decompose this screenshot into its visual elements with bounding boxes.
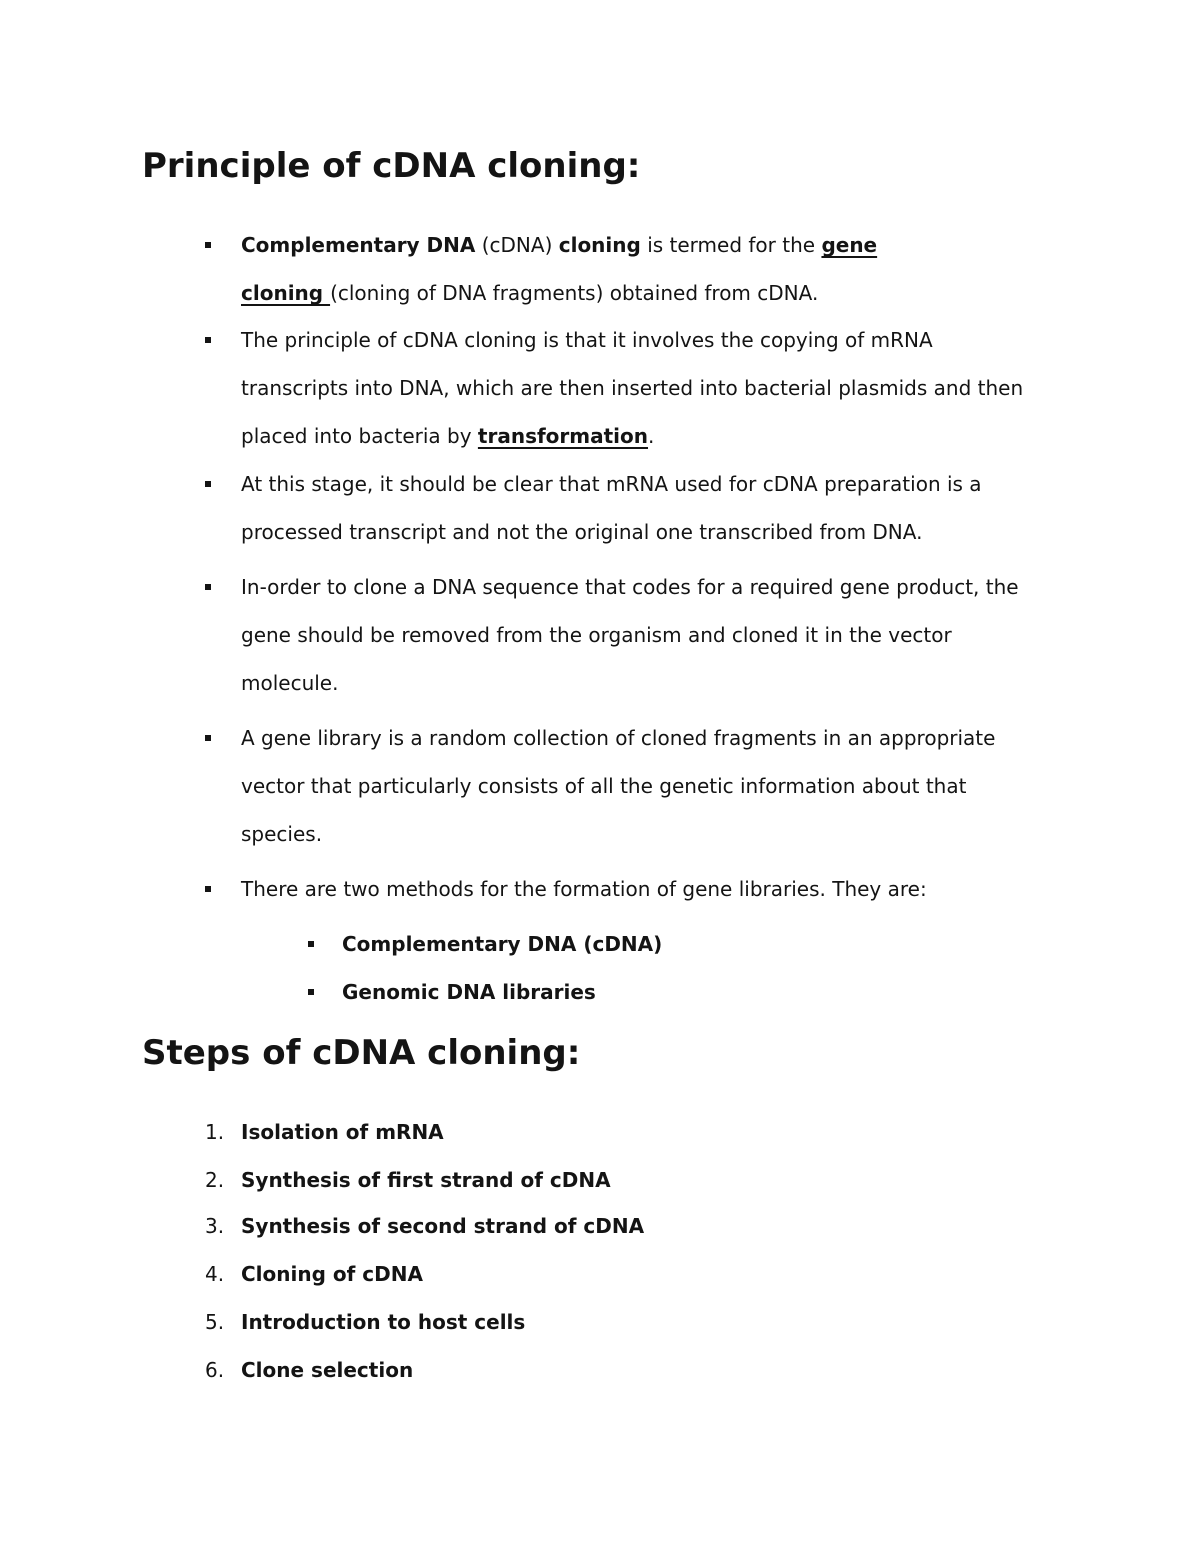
body-text: . <box>648 424 655 448</box>
step-item <box>205 1346 414 1394</box>
method-label: Complementary DNA (cDNA) <box>342 932 663 956</box>
principle-heading: Principle of cDNA cloning: <box>142 146 641 186</box>
body-text: species. <box>241 822 323 846</box>
body-text: There are two methods for the formation of gene libraries. They are: <box>241 877 927 901</box>
step-label: Synthesis of second strand of cDNA <box>241 1214 645 1238</box>
bullet-icon <box>308 989 314 995</box>
bullet-icon <box>205 337 211 343</box>
bullet-icon <box>205 481 211 487</box>
gene-link[interactable]: gene <box>821 233 878 257</box>
steps-heading: Steps of cDNA cloning: <box>142 1033 581 1073</box>
bullet-icon <box>205 735 211 741</box>
bold-term: cloning <box>558 233 641 257</box>
step-item <box>205 1298 526 1346</box>
method-item <box>342 968 596 1016</box>
step-number: 1. <box>205 1120 225 1144</box>
step-number: 6. <box>205 1358 225 1382</box>
step-item <box>205 1250 423 1298</box>
step-label: Clone selection <box>241 1358 414 1382</box>
body-text: processed transcript and not the original one transcribed from DNA. <box>241 520 923 544</box>
principle-item-2 <box>241 316 1071 460</box>
paren-text: (cDNA) <box>475 233 559 257</box>
body-text: A gene library is a random collection of cloned fragments in an appropriate <box>241 726 996 750</box>
principle-item-4 <box>241 563 1071 707</box>
step-number: 5. <box>205 1310 225 1334</box>
item-1-text <box>241 221 1071 317</box>
body-text: At this stage, it should be clear that mRNA used for cDNA preparation is a <box>241 472 982 496</box>
method-label: Genomic DNA libraries <box>342 980 596 1004</box>
step-item <box>205 1108 444 1156</box>
step-item <box>205 1156 611 1204</box>
step-label: Cloning of cDNA <box>241 1262 423 1286</box>
step-label: Introduction to host cells <box>241 1310 526 1334</box>
item-4-text <box>241 563 1071 707</box>
cloning-link[interactable]: cloning <box>241 281 331 305</box>
transformation-link[interactable]: transformation <box>477 424 649 448</box>
bullet-icon <box>205 242 211 248</box>
step-item <box>205 1202 645 1250</box>
item-2-text <box>241 316 1071 460</box>
step-label: Isolation of mRNA <box>241 1120 444 1144</box>
body-text: In-order to clone a DNA sequence that codes for a required gene product, the <box>241 575 1019 599</box>
bold-term: Complementary DNA <box>241 233 476 257</box>
body-text: transcripts into DNA, which are then inserted into bacterial plasmids and then <box>241 376 1024 400</box>
body-text: (cloning of DNA fragments) obtained from cDNA. <box>330 281 819 305</box>
bullet-icon <box>308 941 314 947</box>
body-text: molecule. <box>241 671 339 695</box>
bullet-icon <box>205 584 211 590</box>
item-3-text <box>241 460 1071 556</box>
principle-item-5 <box>241 714 1071 858</box>
method-item <box>342 920 662 968</box>
bullet-icon <box>205 886 211 892</box>
step-number: 3. <box>205 1214 225 1238</box>
body-text: placed into bacteria by <box>241 424 478 448</box>
item-6-text <box>241 865 1071 913</box>
step-number: 2. <box>205 1168 225 1192</box>
item-5-text <box>241 714 1071 858</box>
body-text: is termed for the <box>640 233 822 257</box>
principle-item-1 <box>241 221 1071 317</box>
body-text: The principle of cDNA cloning is that it involves the copying of mRNA <box>241 328 933 352</box>
body-text: vector that particularly consists of all the genetic information about that <box>241 774 967 798</box>
step-label: Synthesis of first strand of cDNA <box>241 1168 611 1192</box>
principle-item-6 <box>241 865 1071 913</box>
step-number: 4. <box>205 1262 225 1286</box>
principle-item-3 <box>241 460 1071 556</box>
body-text: gene should be removed from the organism and cloned it in the vector <box>241 623 952 647</box>
